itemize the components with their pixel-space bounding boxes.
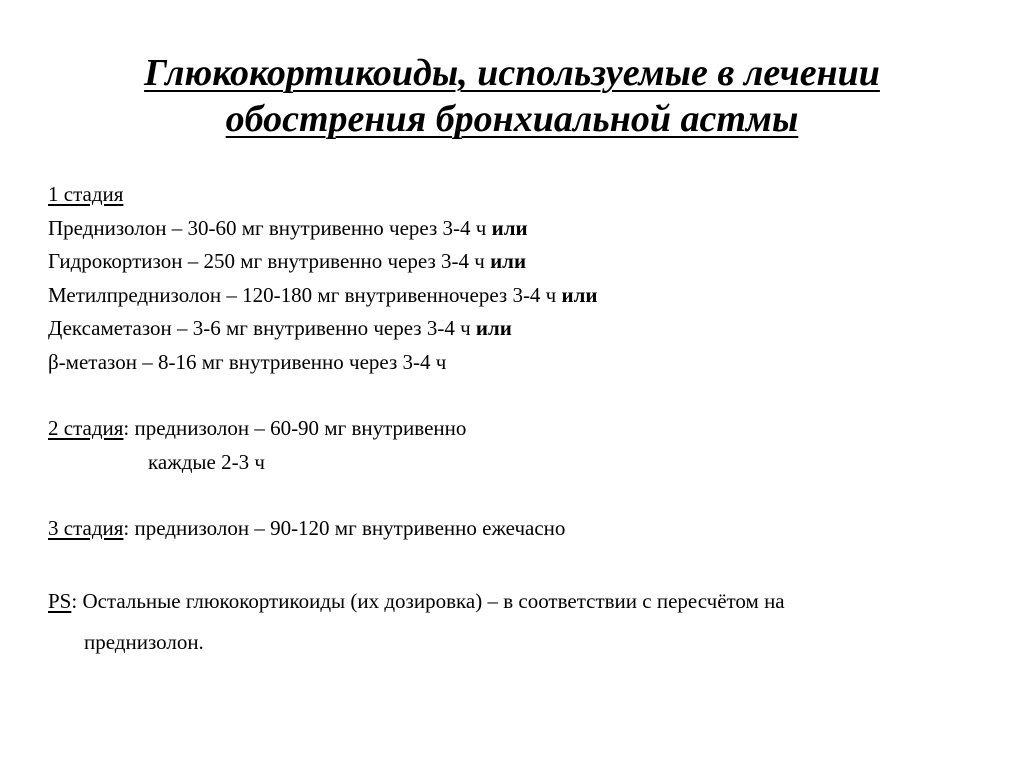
stage-3-text: : преднизолон – 90-120 мг внутривенно ежечасно [123,516,566,540]
item-connector: или [490,249,527,273]
item-text: Преднизолон – 30-60 мг внутривенно через 3-4 ч [48,215,492,240]
title-line-1: Глюкокортикоиды, используемые в лечении [144,52,880,94]
spacer [48,546,988,585]
stage-2-text: : преднизолон – 60-90 мг внутривенно [123,416,467,440]
stage-1-item [48,346,988,380]
item-text: Гидрокортизон – 250 мг внутривенно через 3-4 ч [48,249,491,273]
ps-label: PS [48,588,72,613]
ps-continuation: преднизолон. [84,629,204,654]
ps-text: : Остальные глюкокортикоиды (их дозировка) – в соответствии с пересчётом на [71,588,785,613]
stage-2 [48,412,988,446]
stage-1-item [48,279,988,313]
spacer [48,479,988,512]
slide-title [0,50,1024,142]
title-line-2: обострения бронхиальной астмы [225,98,799,140]
item-text: Дексаметазон – 3-6 мг внутривенно через 3-4 ч [48,316,476,340]
stage-2-label: 2 стадия [48,416,124,440]
stage-3 [48,512,988,546]
item-text: β-метазон – 8-16 мг внутривенно через 3-4 ч [48,349,447,374]
item-connector: или [491,215,528,240]
stage-1-label: 1 стадия [48,182,124,206]
slide-content [48,178,988,659]
item-connector: или [561,282,598,307]
ps-note [48,585,988,618]
stage-1-item [48,312,988,346]
item-text: Метилпреднизолон – 120-180 мг внутривенночерез 3-4 ч [48,282,562,307]
item-connector: или [475,316,512,340]
stage-3-label: 3 стадия [48,516,124,540]
stage-1-item [48,212,988,246]
stage-1-item [48,245,988,279]
stage-2-continuation: каждые 2-3 ч [148,449,265,474]
spacer [48,379,988,412]
